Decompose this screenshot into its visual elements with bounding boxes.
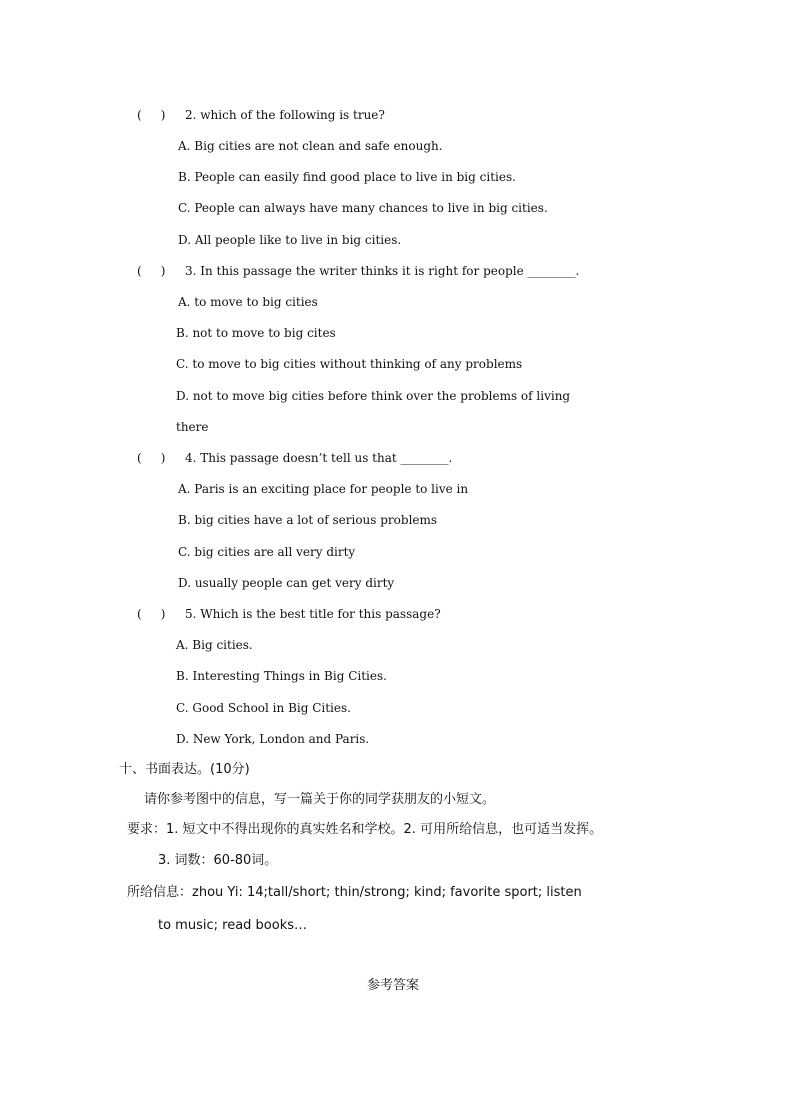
question-5-stem: ( ) 5. Which is the best title for this passage? [137, 607, 441, 621]
question-2-stem: ( ) 2. which of the following is true? [137, 108, 385, 122]
question-5-option-b: B. Interesting Things in Big Cities. [176, 669, 387, 683]
question-3-option-d: D. not to move big cities before think over the problems of living [176, 389, 571, 403]
writing-intro: 请你参考图中的信息，写一篇关于你的同学获朋友的小短文。 [144, 792, 496, 807]
question-4-option-c: C. big cities are all very dirty [178, 545, 356, 559]
question-3-option-b: B. not to move to big cites [176, 326, 336, 340]
question-3-stem: ( ) 3. In this passage the writer thinks it is right for people ________. [137, 264, 580, 278]
writing-section-heading: 十、书面表达。(10分) [119, 762, 250, 777]
question-2-option-d: D. All people like to live in big cities. [178, 233, 402, 247]
answer-blank: ( ) [137, 607, 166, 621]
question-2-option-b: B. People can easily find good place to live in big cities. [178, 170, 516, 184]
question-4-option-a: A. Paris is an exciting place for people to live in [178, 482, 469, 496]
writing-given-info: 所给信息：zhou Yi: 14;tall/short; thin/strong; kind; favorite sport; listen [127, 885, 582, 900]
answer-blank: ( ) [137, 108, 166, 122]
question-4-option-d: D. usually people can get very dirty [178, 576, 395, 590]
question-3-option-a: A. to move to big cities [178, 295, 318, 309]
question-5-option-c: C. Good School in Big Cities. [176, 701, 351, 715]
question-2-option-a: A. Big cities are not clean and safe enough. [178, 139, 443, 153]
question-3-option-c: C. to move to big cities without thinking of any problems [176, 357, 523, 371]
answer-blank: ( ) [137, 451, 166, 465]
writing-requirement-1: 要求：1. 短文中不得出现你的真实姓名和学校。2. 可用所给信息，也可适当发挥。 [127, 822, 603, 837]
writing-given-info-continued: to music; read books… [158, 918, 307, 933]
question-4-option-b: B. big cities have a lot of serious problems [178, 513, 438, 527]
writing-requirement-2: 3. 词数：60-80词。 [158, 853, 278, 868]
question-5-option-a: A. Big cities. [176, 638, 253, 652]
question-3-option-d-continued: there [176, 420, 209, 434]
question-5-option-d: D. New York, London and Paris. [176, 732, 370, 746]
question-4-stem: ( ) 4. This passage doesn’t tell us that ________. [137, 451, 453, 465]
answer-key-title: 参考答案 [367, 978, 420, 993]
question-2-option-c: C. People can always have many chances to live in big cities. [178, 201, 548, 215]
answer-blank: ( ) [137, 264, 166, 278]
